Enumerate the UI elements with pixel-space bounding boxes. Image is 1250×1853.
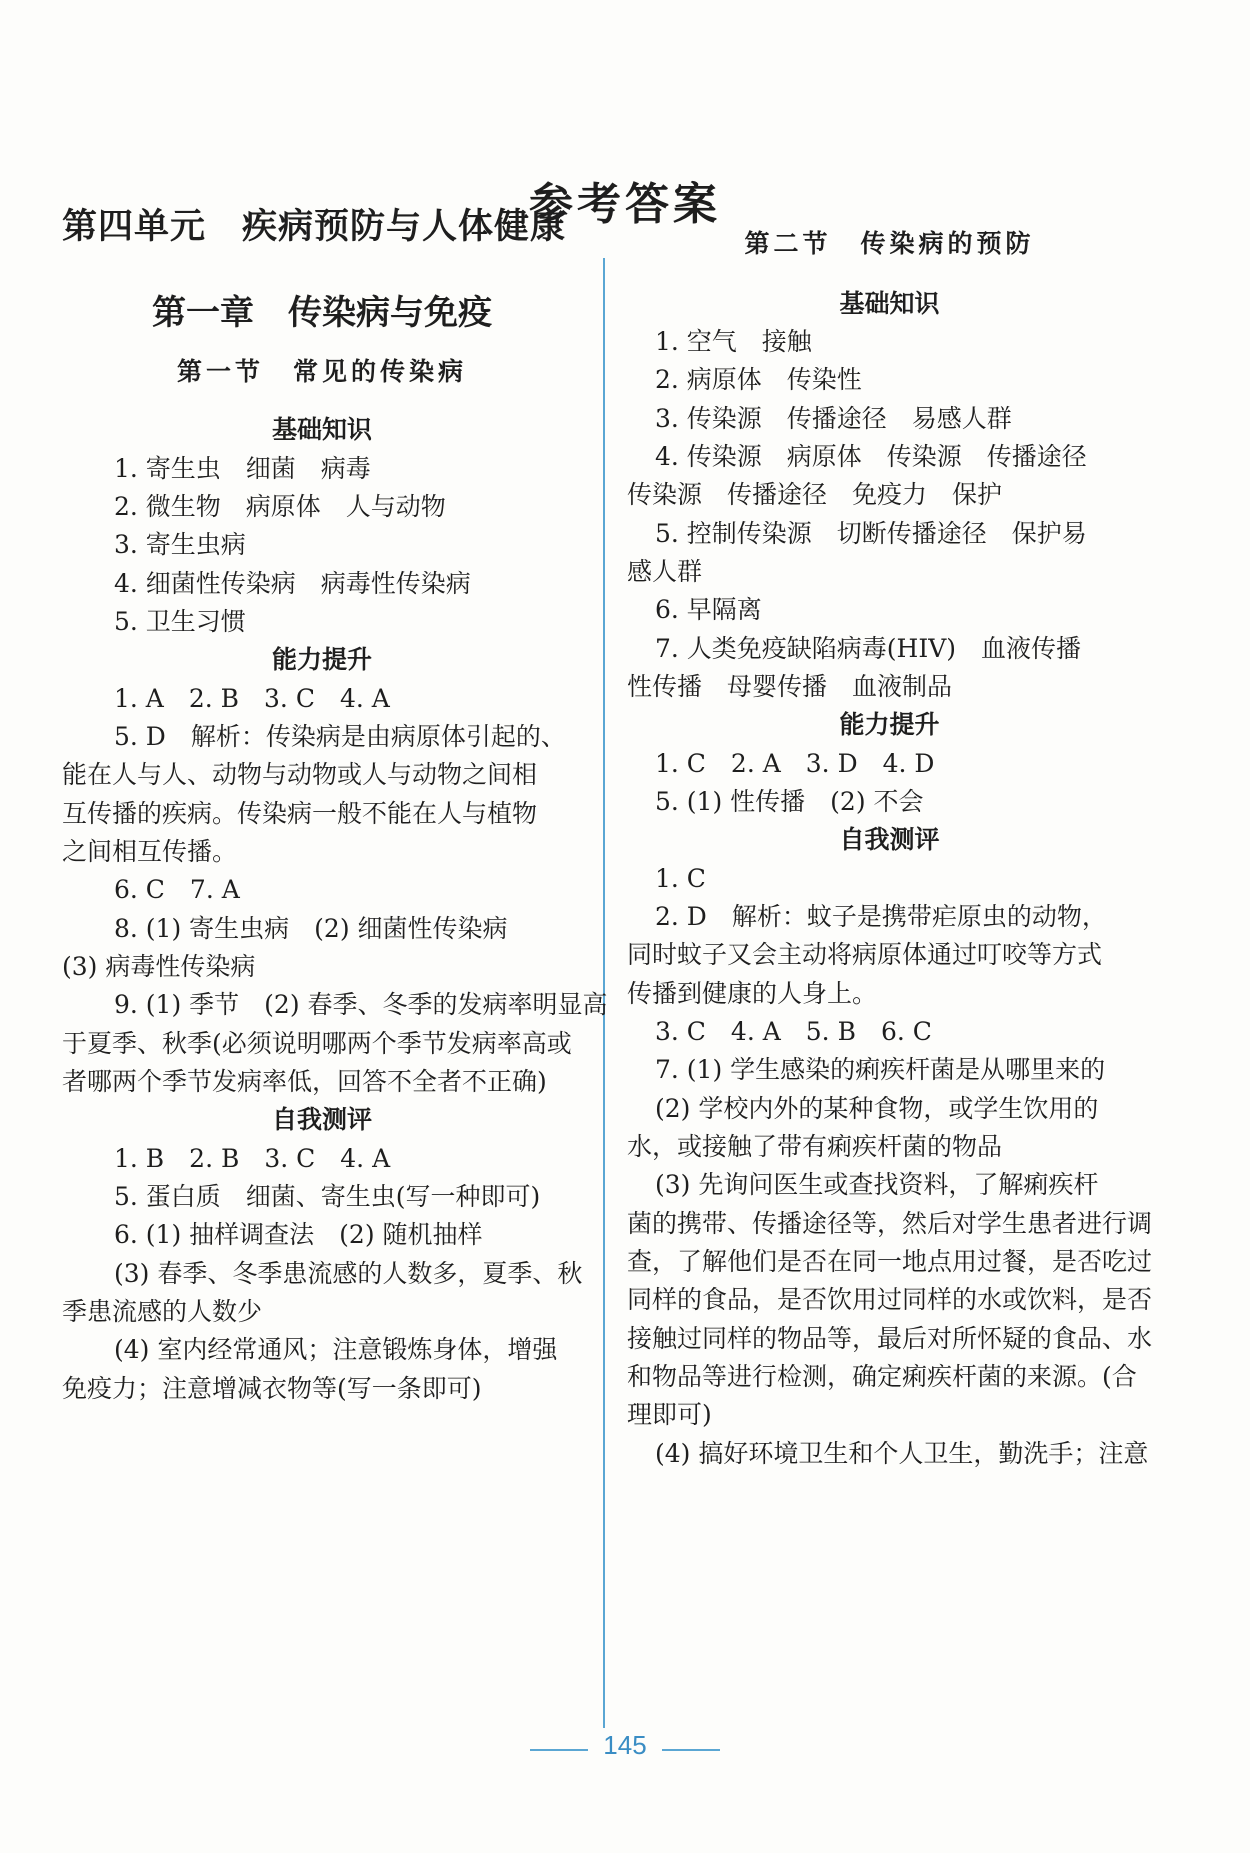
- answer-line: 5. 蛋白质 细菌、寄生虫(写一种即可): [114, 1182, 541, 1211]
- answer-line: 传染源 传播途径 免疫力 保护: [627, 480, 1003, 509]
- answer-line: (3) 春季、冬季患流感的人数多，夏季、秋: [114, 1259, 583, 1288]
- heading-ability: 能力提升: [271, 645, 372, 674]
- answer-line: (4) 搞好环境卫生和个人卫生，勤洗手；注意: [655, 1439, 1149, 1468]
- section-title: 第一节 常见的传染病: [176, 357, 467, 386]
- answer-line: 同样的食品，是否饮用过同样的水或饮料，是否: [627, 1285, 1153, 1314]
- unit-title: 第四单元 疾病预防与人体健康: [62, 206, 567, 247]
- answer-line: 9. (1) 季节 (2) 春季、冬季的发病率明显高: [114, 990, 608, 1019]
- section-title: 第二节 传染病的预防: [744, 229, 1035, 258]
- answer-line: 3. C 4. A 5. B 6. C: [655, 1017, 932, 1046]
- answer-line: 5. 控制传染源 切断传播途径 保护易: [655, 519, 1087, 548]
- answer-line: 1. C 2. A 3. D 4. D: [655, 749, 935, 778]
- answer-line: 5. D 解析：传染病是由病原体引起的、: [114, 722, 566, 751]
- answer-line: 同时蚊子又会主动将病原体通过叮咬等方式: [627, 940, 1103, 969]
- answer-line: 1. 寄生虫 细菌 病毒: [114, 454, 371, 483]
- answer-line: 3. 寄生虫病: [114, 530, 246, 559]
- heading-basic-knowledge: 基础知识: [271, 415, 372, 444]
- answer-line: 8. (1) 寄生虫病 (2) 细菌性传染病: [114, 914, 508, 943]
- heading-self-test: 自我测评: [839, 825, 940, 854]
- answer-line: 免疫力；注意增减衣物等(写一条即可): [62, 1374, 482, 1403]
- page-title: 参考答案: [529, 179, 721, 230]
- chapter-title: 第一章 传染病与免疫: [152, 293, 492, 333]
- heading-self-test: 自我测评: [271, 1105, 372, 1134]
- answer-line: 查，了解他们是否在同一地点用过餐，是否吃过: [627, 1247, 1153, 1276]
- answer-line: 能在人与人、动物与动物或人与动物之间相: [62, 760, 538, 789]
- answer-line: 6. 早隔离: [655, 595, 762, 624]
- answer-line: 感人群: [627, 557, 703, 586]
- answer-line: 理即可): [627, 1400, 712, 1429]
- answer-line: 季患流感的人数少: [62, 1297, 263, 1326]
- answer-line: 1. C: [655, 864, 706, 893]
- answer-line: 1. 空气 接触: [655, 327, 812, 356]
- answer-line: (3) 先询问医生或查找资料，了解痢疾杆: [655, 1170, 1099, 1199]
- heading-basic-knowledge: 基础知识: [839, 289, 940, 318]
- answer-line: 2. 病原体 传染性: [655, 365, 862, 394]
- answer-line: 4. 传染源 病原体 传染源 传播途径: [655, 442, 1087, 471]
- answer-line: 2. D 解析：蚊子是携带疟原虫的动物，: [655, 902, 1107, 931]
- heading-ability: 能力提升: [839, 710, 940, 739]
- page-number: 145: [603, 1730, 647, 1760]
- answer-line: 2. 微生物 病原体 人与动物: [114, 492, 446, 521]
- answer-line: 菌的携带、传播途径等，然后对学生患者进行调: [627, 1209, 1153, 1238]
- answer-line: 者哪两个季节发病率低，回答不全者不正确): [62, 1067, 547, 1096]
- answer-line: 1. B 2. B 3. C 4. A: [114, 1144, 391, 1173]
- answer-line: 传播到健康的人身上。: [627, 979, 878, 1008]
- answer-line: 之间相互传播。: [62, 837, 238, 866]
- answer-line: 5. 卫生习惯: [114, 607, 246, 636]
- answer-line: 和物品等进行检测，确定痢疾杆菌的来源。(合: [627, 1362, 1137, 1391]
- answer-line: 性传播 母婴传播 血液制品: [627, 672, 953, 701]
- answer-line: 7. 人类免疫缺陷病毒(HIV) 血液传播: [655, 634, 1082, 663]
- answer-line: 3. 传染源 传播途径 易感人群: [655, 404, 1012, 433]
- answer-line: 互传播的疾病。传染病一般不能在人与植物: [62, 799, 538, 828]
- answer-line: 6. C 7. A: [114, 875, 240, 904]
- answer-line: 5. (1) 性传播 (2) 不会: [655, 787, 924, 816]
- answer-line: (3) 病毒性传染病: [62, 952, 256, 981]
- answer-line: 1. A 2. B 3. C 4. A: [114, 684, 390, 713]
- answer-line: 6. (1) 抽样调查法 (2) 随机抽样: [114, 1220, 483, 1249]
- answer-line: 7. (1) 学生感染的痢疾杆菌是从哪里来的: [655, 1055, 1106, 1084]
- answer-line: 4. 细菌性传染病 病毒性传染病: [114, 569, 471, 598]
- answer-line: 接触过同样的物品等，最后对所怀疑的食品、水: [627, 1324, 1153, 1353]
- answer-line: (4) 室内经常通风；注意锻炼身体，增强: [114, 1335, 558, 1364]
- answer-line: (2) 学校内外的某种食物，或学生饮用的: [655, 1094, 1099, 1123]
- answer-line: 水，或接触了带有痢疾杆菌的物品: [627, 1132, 1003, 1161]
- answer-line: 于夏季、秋季(必须说明哪两个季节发病率高或: [62, 1029, 572, 1058]
